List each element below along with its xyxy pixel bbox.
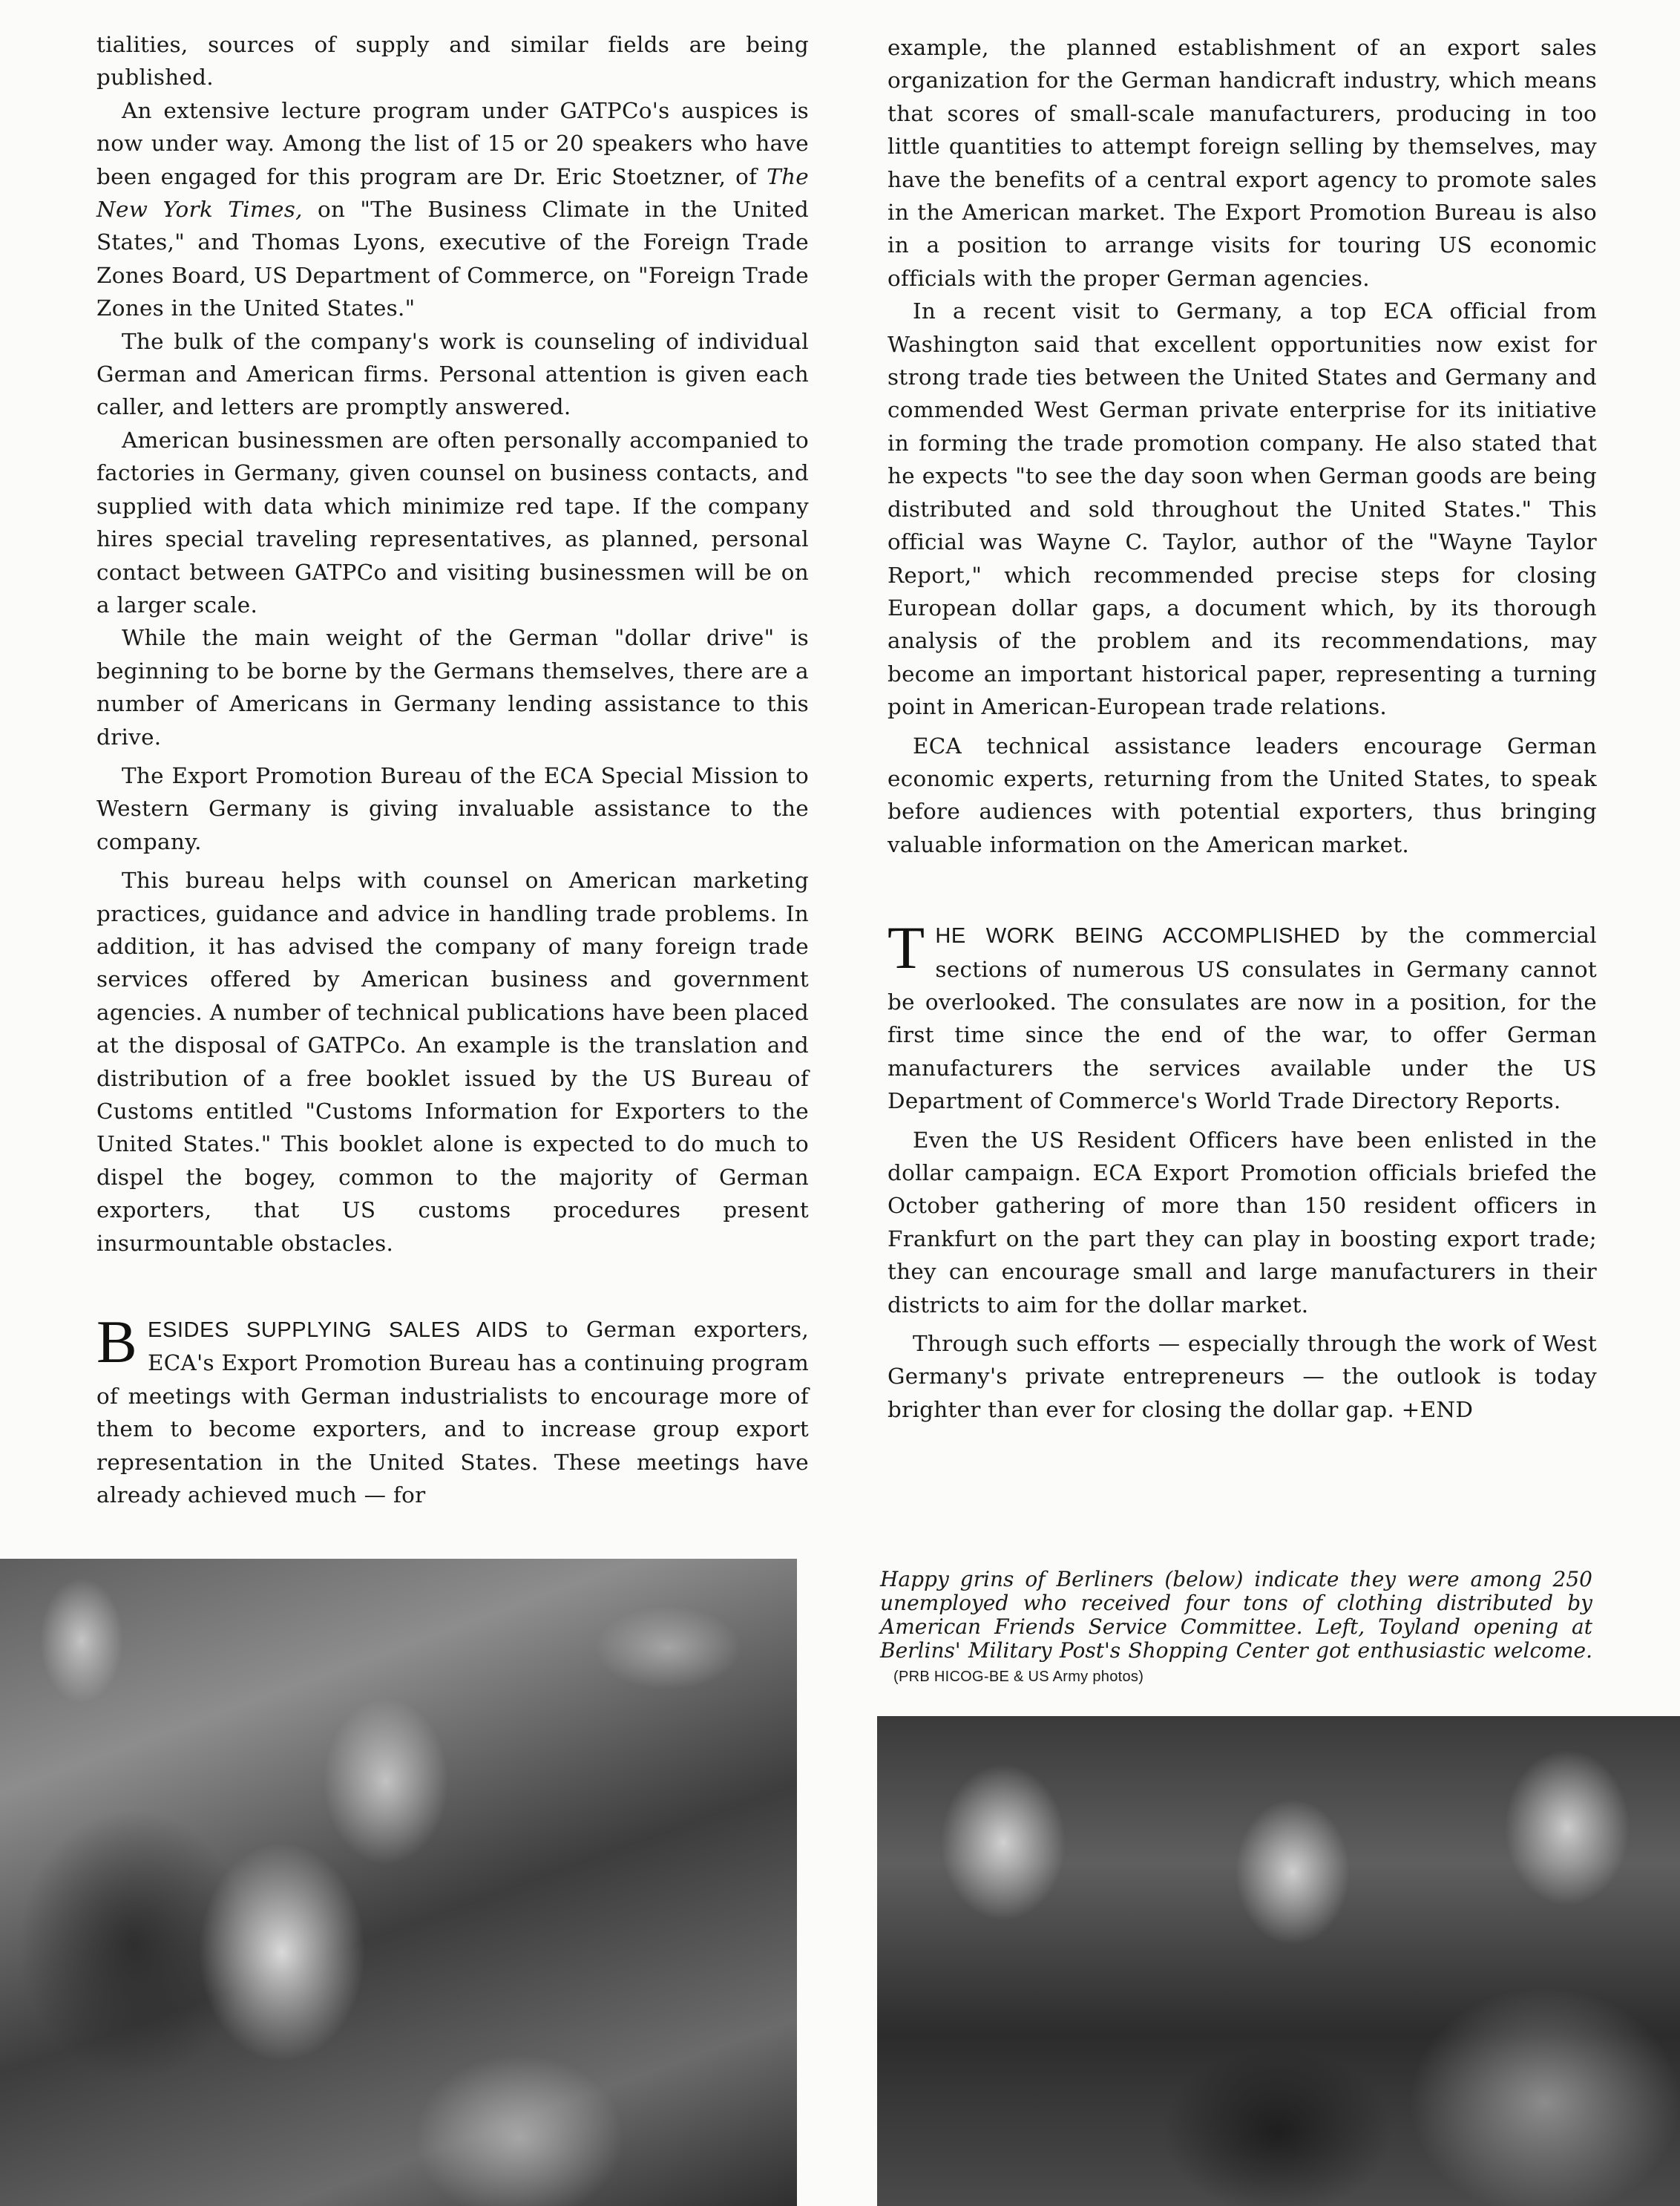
right-text-column xyxy=(887,31,1597,1426)
photo-caption: Happy grins of Berliners (below) indicate they were among 250 unemployed who received four tons of clothing distributed by American Friends Service Committee. Left, Toyland opening at Berlins' Military Post's Shopping Center got enthusiastic welcome.(PRB HICOG-BE & US Army photos) xyxy=(880,1567,1592,1685)
paragraph: Even the US Resident Officers have been enlisted in the dollar campaign. ECA Export Promotion officials briefed the October gathering of more than 150 resident officers in Frankfurt on the part they can play in boosting export trade; they can encourage small and large manufacturers in their districts to aim for the dollar market. xyxy=(887,1127,1597,1318)
paragraph: This bureau helps with counsel on American marketing practices, guidance and advice in handling trade problems. In addition, it has advised the company of many foreign trade services offered by American business and government agencies. A number of technical publications have been placed at the disposal of GATPCo. An example is the translation and distribution of a free booklet issued by the US Bureau of Customs entitled "Customs Information for Exporters to the United States." This booklet alone is expected to do much to dispel the bogey, common to the majority of German exporters, that US customs procedures present insurmountable obstacles. xyxy=(96,868,809,1256)
paragraph: ECA technical assistance leaders encourage German economic experts, returning from the United States, to speak before audiences with potential exporters, thus bringing valuable information on the American market. xyxy=(887,733,1597,857)
drop-cap: T xyxy=(887,914,925,982)
paragraph: An extensive lecture program under GATPCo's auspices is now under way. Among the list of 15 or 20 speakers who have been engaged for this program are Dr. Eric Stoetzner, of The New York Times, on "The Business Climate in the United States," and Thomas Lyons, executive of the Foreign Trade Zones Board, US Department of Commerce, on "Foreign Trade Zones in the United States." xyxy=(96,97,810,321)
drop-cap: B xyxy=(96,1308,137,1376)
toyland-photo xyxy=(0,1559,797,2206)
lead-in-caps: HE WORK BEING ACCOMPLISHED xyxy=(935,924,1341,949)
section-spacer xyxy=(96,1260,809,1313)
berliners-photo xyxy=(877,1716,1680,2206)
lead-in-caps: ESIDES SUPPLYING SALES AIDS xyxy=(148,1318,528,1343)
section-lead-paragraph: THE WORK BEING ACCOMPLISHED by the commercial sections of numerous US consulates in Germany cannot be overlooked. The consulates are now in a position, for the first time since the end of the war, to offer German manufacturers the services available under the US Department of Commerce's World Trade Directory Reports. xyxy=(887,914,1597,1114)
paragraph: tialities, sources of supply and similar fields are being published. xyxy=(96,32,809,91)
photo-credit: (PRB HICOG-BE & US Army photos) xyxy=(893,1669,1144,1685)
paragraph: The Export Promotion Bureau of the ECA Special Mission to Western Germany is giving invaluable assistance to the company. xyxy=(96,762,809,854)
section-lead-paragraph: BESIDES SUPPLYING SALES AIDS to German exporters, ECA's Export Promotion Bureau has a continuing program of meetings with German industrialists to encourage more of them to become exporters, and to increase group export representation in the United States. These meetings have already achieved much — for xyxy=(96,1308,809,1508)
paragraph: example, the planned establishment of an export sales organization for the German handicraft industry, which means that scores of small-scale manufacturers, producing in too little quantities to attempt foreign selling by themselves, may have the benefits of a central export agency to promote sales in the American market. The Export Promotion Bureau is also in a position to arrange visits for touring US economic officials with the proper German agencies. xyxy=(887,35,1597,291)
paragraph: While the main weight of the German "dollar drive" is beginning to be borne by the Germans themselves, there are a number of Americans in Germany lending assistance to this drive. xyxy=(96,625,809,750)
paragraph: The bulk of the company's work is counseling of individual German and American firms. Personal attention is given each caller, and letters are promptly answered. xyxy=(96,328,809,420)
left-text-column xyxy=(96,28,809,1511)
paragraph: American businessmen are often personally accompanied to factories in Germany, given counsel on business contacts, and supplied with data which minimize red tape. If the company hires special traveling representatives, as planned, personal contact between GATPCo and visiting businessmen will be on a larger scale. xyxy=(96,427,809,618)
paragraph: Through such efforts — especially through the work of West Germany's private entrepreneurs — the outlook is today brighter than ever for closing the dollar gap. +END xyxy=(887,1331,1597,1422)
paragraph: In a recent visit to Germany, a top ECA official from Washington said that excellent opportunities now exist for strong trade ties between the United States and Germany and commended West German private enterprise for its initiative in forming the trade promotion company. He also stated that he expects "to see the day soon when German goods are being distributed and sold throughout the United States." This official was Wayne C. Taylor, author of the "Wayne Taylor Report," which recommended precise steps for closing European dollar gaps, a document which, by its thorough analysis of the problem and its recommendations, may become an important historical paper, representing a turning point in American-European trade relations. xyxy=(887,298,1597,720)
section-spacer xyxy=(887,861,1597,919)
end-mark: +END xyxy=(1401,1396,1474,1422)
